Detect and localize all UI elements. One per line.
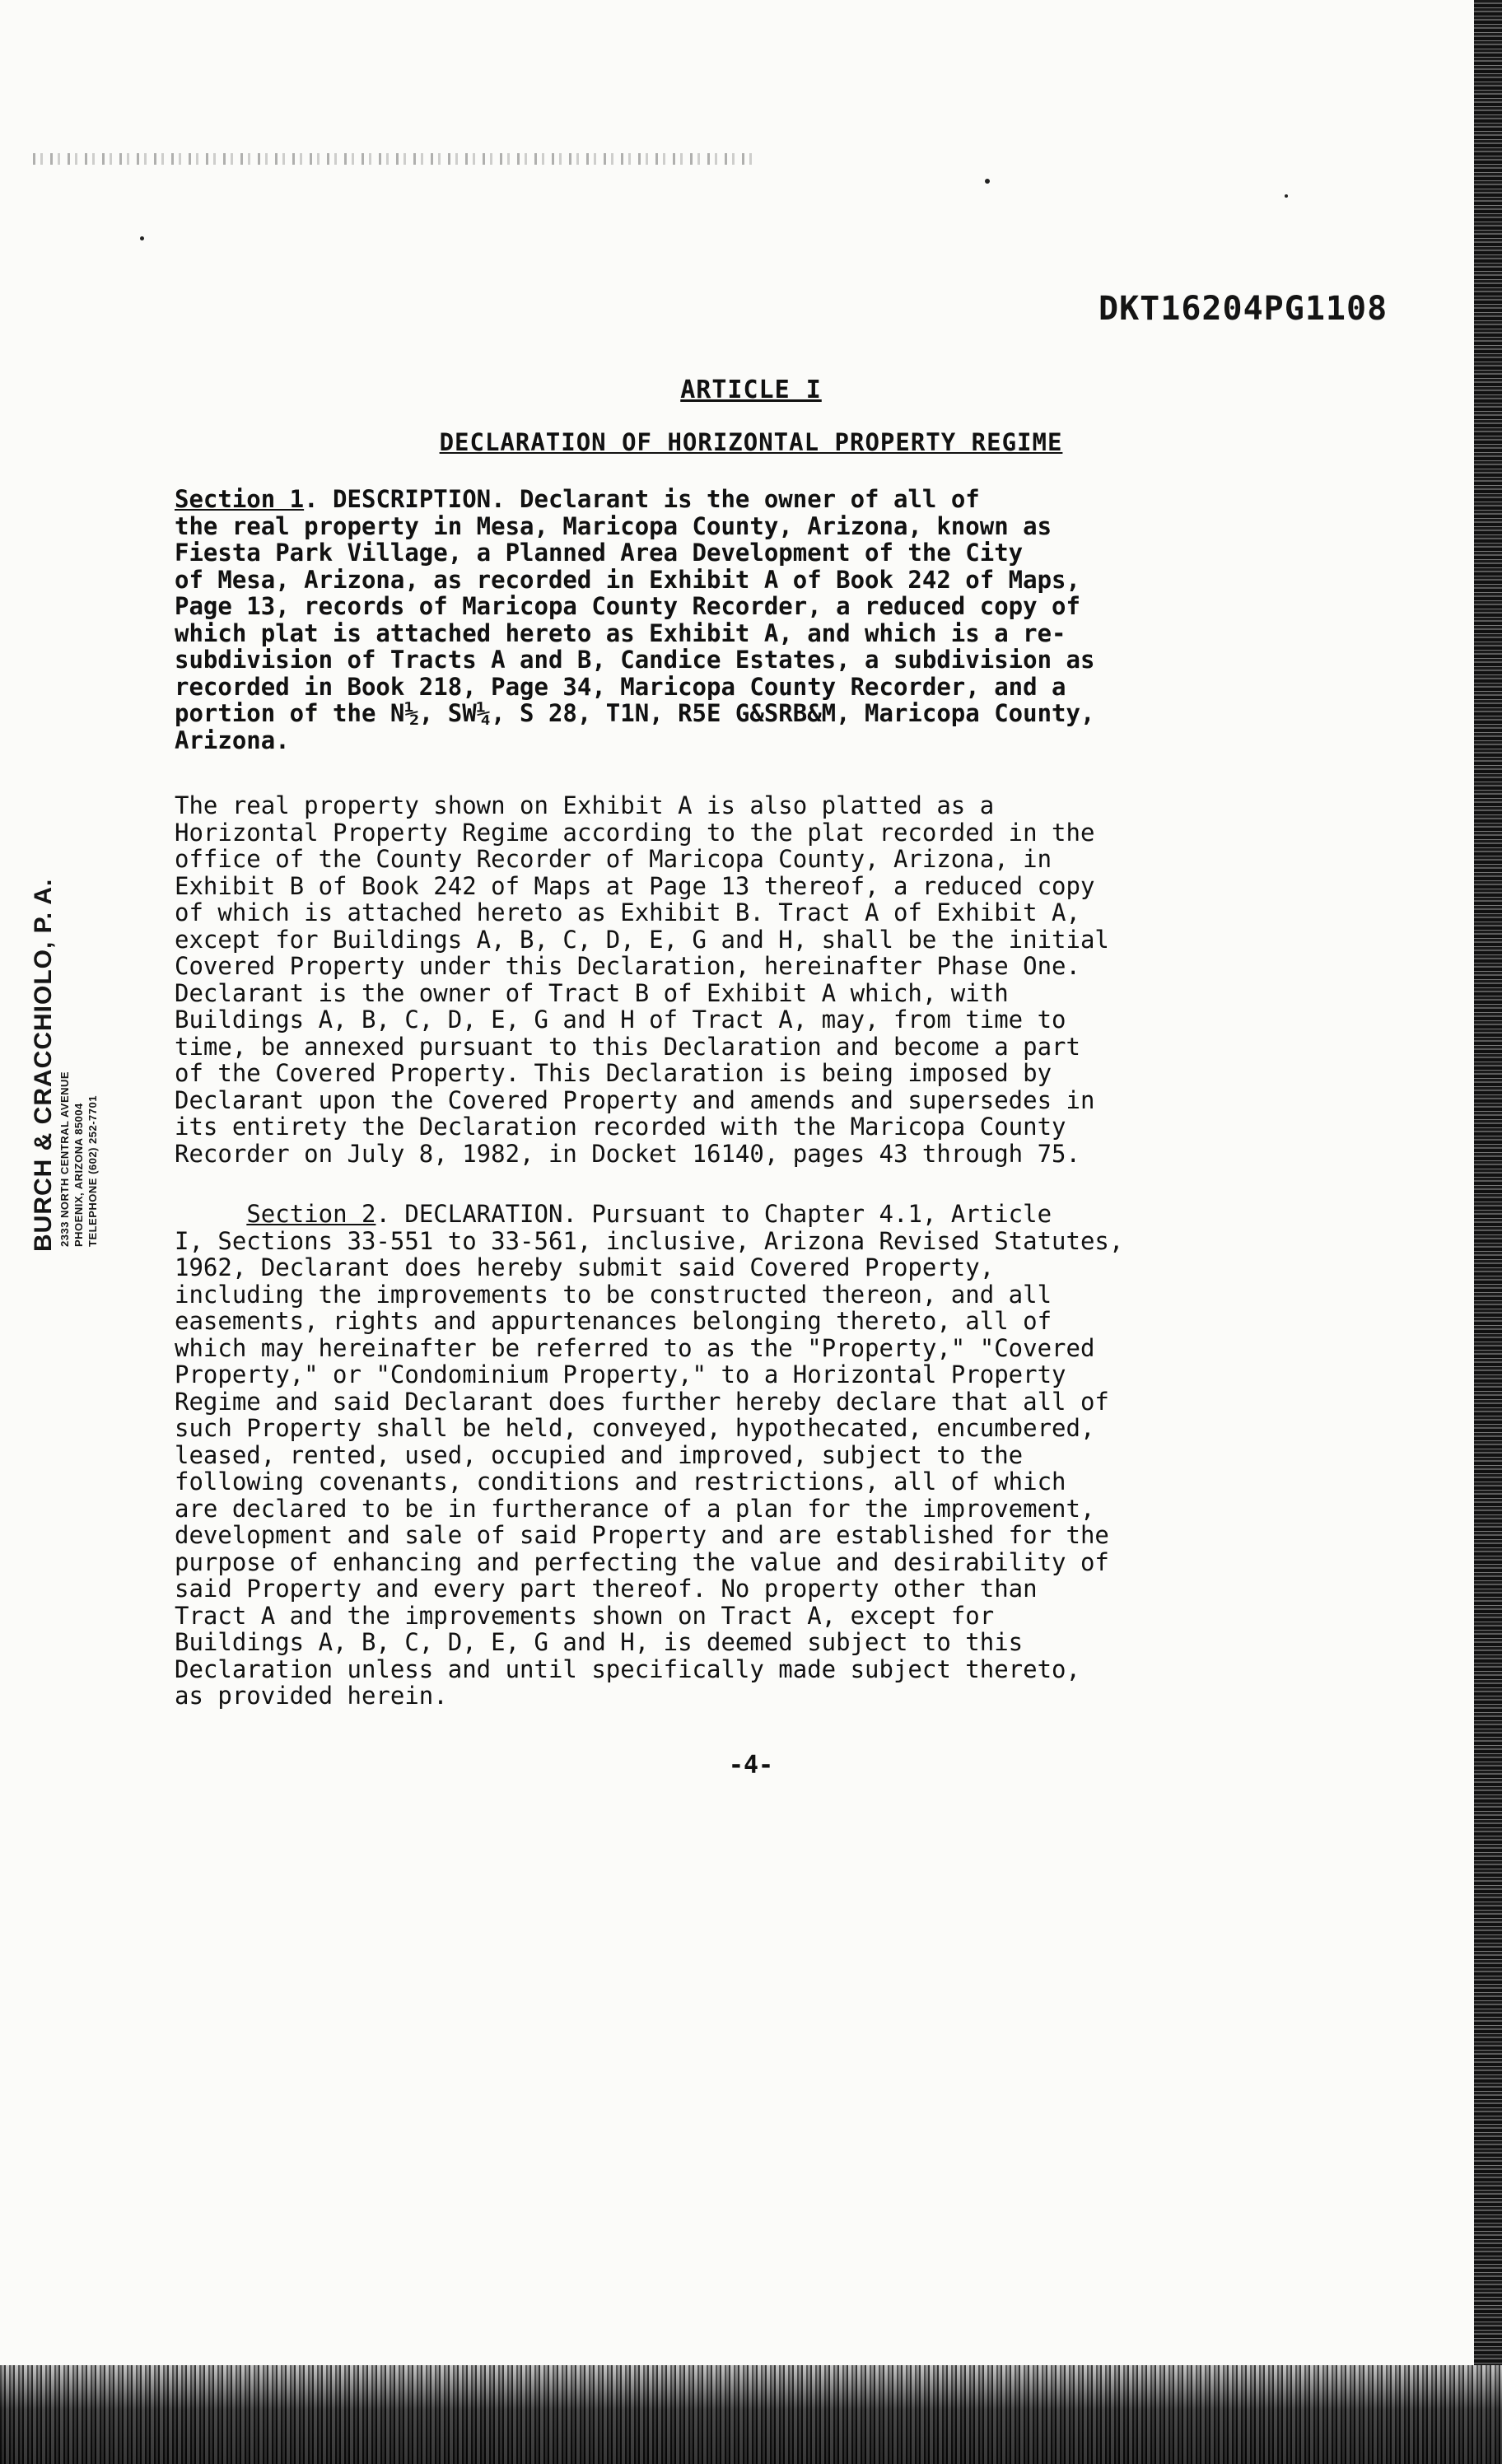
section-1-heading: Section 1 — [175, 485, 305, 513]
stamp-address: 2333 NORTH CENTRAL AVENUE — [58, 1071, 71, 1247]
section-1-paragraph — [175, 486, 1311, 754]
stamp-firm-name: BURCH & CRACCHIOLO, P. A. — [30, 878, 57, 1252]
scan-speck — [140, 236, 144, 240]
page-number: -4- — [728, 1751, 774, 1780]
article-subtitle: DECLARATION OF HORIZONTAL PROPERTY REGIME — [439, 428, 1063, 456]
article-title: ARTICLE I — [680, 376, 822, 404]
scan-noise-top — [33, 153, 758, 165]
stamp-city: PHOENIX, ARIZONA 85004 — [72, 1103, 85, 1247]
docket-number: DKT16204PG1108 — [1099, 290, 1388, 328]
scan-edge-right — [1474, 0, 1502, 2464]
stamp-phone: TELEPHONE (602) 252-7701 — [86, 1095, 99, 1247]
section-2-text: . DECLARATION. Pursuant to Chapter 4.1, Article I, Sections 33-551 to 33-561, inclusive, Arizona Revised Statutes, 1962, Declarant does hereby submit said Covered Property, including the improvements to be constructed thereon, and all easements, rights and appurtenances belonging thereto, all of which may hereinafter be referred to as the "Property," "Covered Property," or "Condominium Property," to a Horizontal Property Regime and said Declarant does further hereby declare that all of such Property shall be held, conveyed, hypothecated, encumbered, leased, rented, used, occupied and improved, subject to the following covenants, conditions and restrictions, all of which are declared to be in furtherance of a plan for the improvement, development and sale of said Property and are established for the purpose of enhancing and perfecting the value and desirability of said Property and every part thereof. No property other than Tract A and the improvements shown on Tract A, except for Buildings A, B, C, D, E, G and H, is deemed subject to this Declaration unless and until specifically made subject thereto, as provided herein. — [175, 1200, 1124, 1710]
scan-speck — [1285, 194, 1288, 198]
scan-speck — [985, 179, 990, 184]
paragraph-2: The real property shown on Exhibit A is also platted as a Horizontal Property Regime according to the plat recorded in the office of the County Recorder of Maricopa County, Arizona, in Exhibit B of Book 242 of Maps at Page 13 thereof, a reduced copy of which is attached hereto as Exhibit B. Tract A of Exhibit A, except for Buildings A, B, C, D, E, G and H, shall be the initial Covered Property under this Declaration, hereinafter Phase One. Declarant is the owner of Tract B of Exhibit A which, with Buildings A, B, C, D, E, G and H of Tract A, may, from time to time, be annexed pursuant to this Declaration and become a part of the Covered Property. This Declaration is being imposed by Declarant upon the Covered Property and amends and supersedes in its entirety the Declaration recorded with the Maricopa County Recorder on July 8, 1982, in Docket 16140, pages 43 through 75. — [175, 791, 1109, 1168]
section-1-text: . DESCRIPTION. Declarant is the owner of all of the real property in Mesa, Maricopa County, Arizona, known as Fiesta Park Village, a Planned Area Development of the City of Mesa, Arizona, as recorded in Exhibit A of Book 242 of Maps, Page 13, records of Maricopa County Recorder, a reduced copy of which plat is attached hereto as Exhibit A, and which is a re- subdivision of Tracts A and B, Candice Estates, a subdivision as recorded in Book 218, Page 34, Maricopa County Recorder, and a portion of the N½, SW¼, S 28, T1N, R5E G&SRB&M, Maricopa County, Arizona. — [175, 485, 1095, 754]
scan-edge-bottom — [0, 2365, 1502, 2464]
section-2-paragraph — [175, 1201, 1311, 1710]
section-2-heading: Section 2 — [246, 1200, 376, 1228]
